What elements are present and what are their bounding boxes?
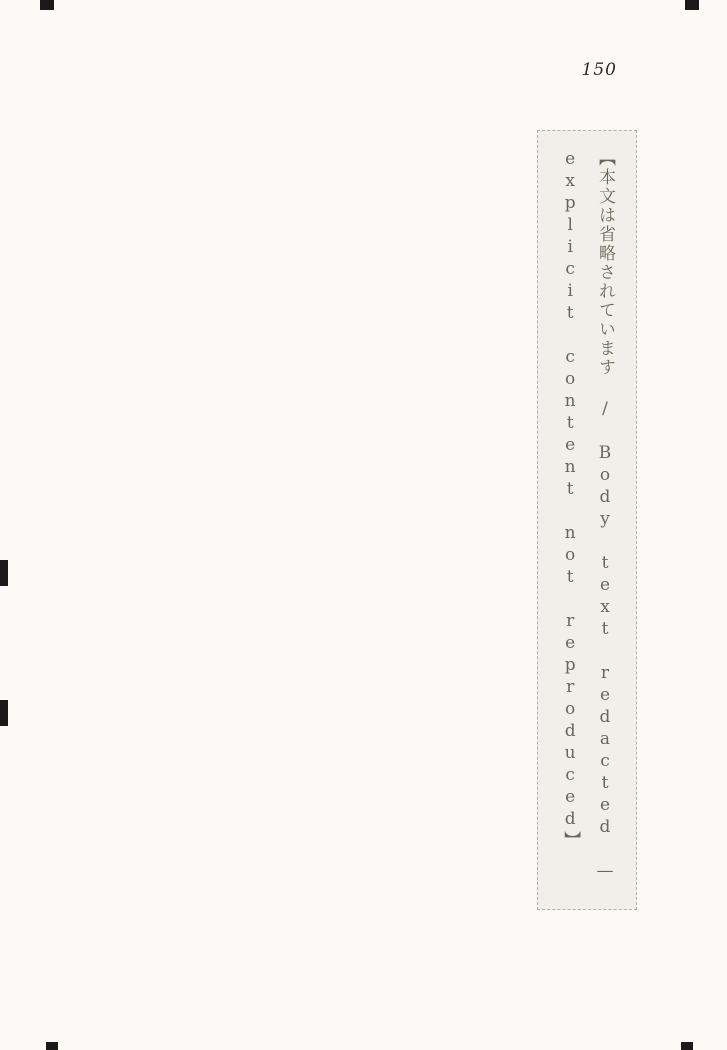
- scan-artifact: [685, 0, 699, 10]
- scan-artifact: [681, 1042, 693, 1050]
- body-text-area: [77, 130, 637, 970]
- page-number: 150: [581, 60, 617, 80]
- scan-artifact: [46, 1042, 58, 1050]
- scan-artifact: [0, 560, 8, 586]
- scan-artifact: [40, 0, 54, 10]
- scan-artifact: [0, 700, 8, 726]
- redacted-body-text: 【本文は省略されています / Body text redacted — explicit content not reproduced】: [537, 130, 637, 910]
